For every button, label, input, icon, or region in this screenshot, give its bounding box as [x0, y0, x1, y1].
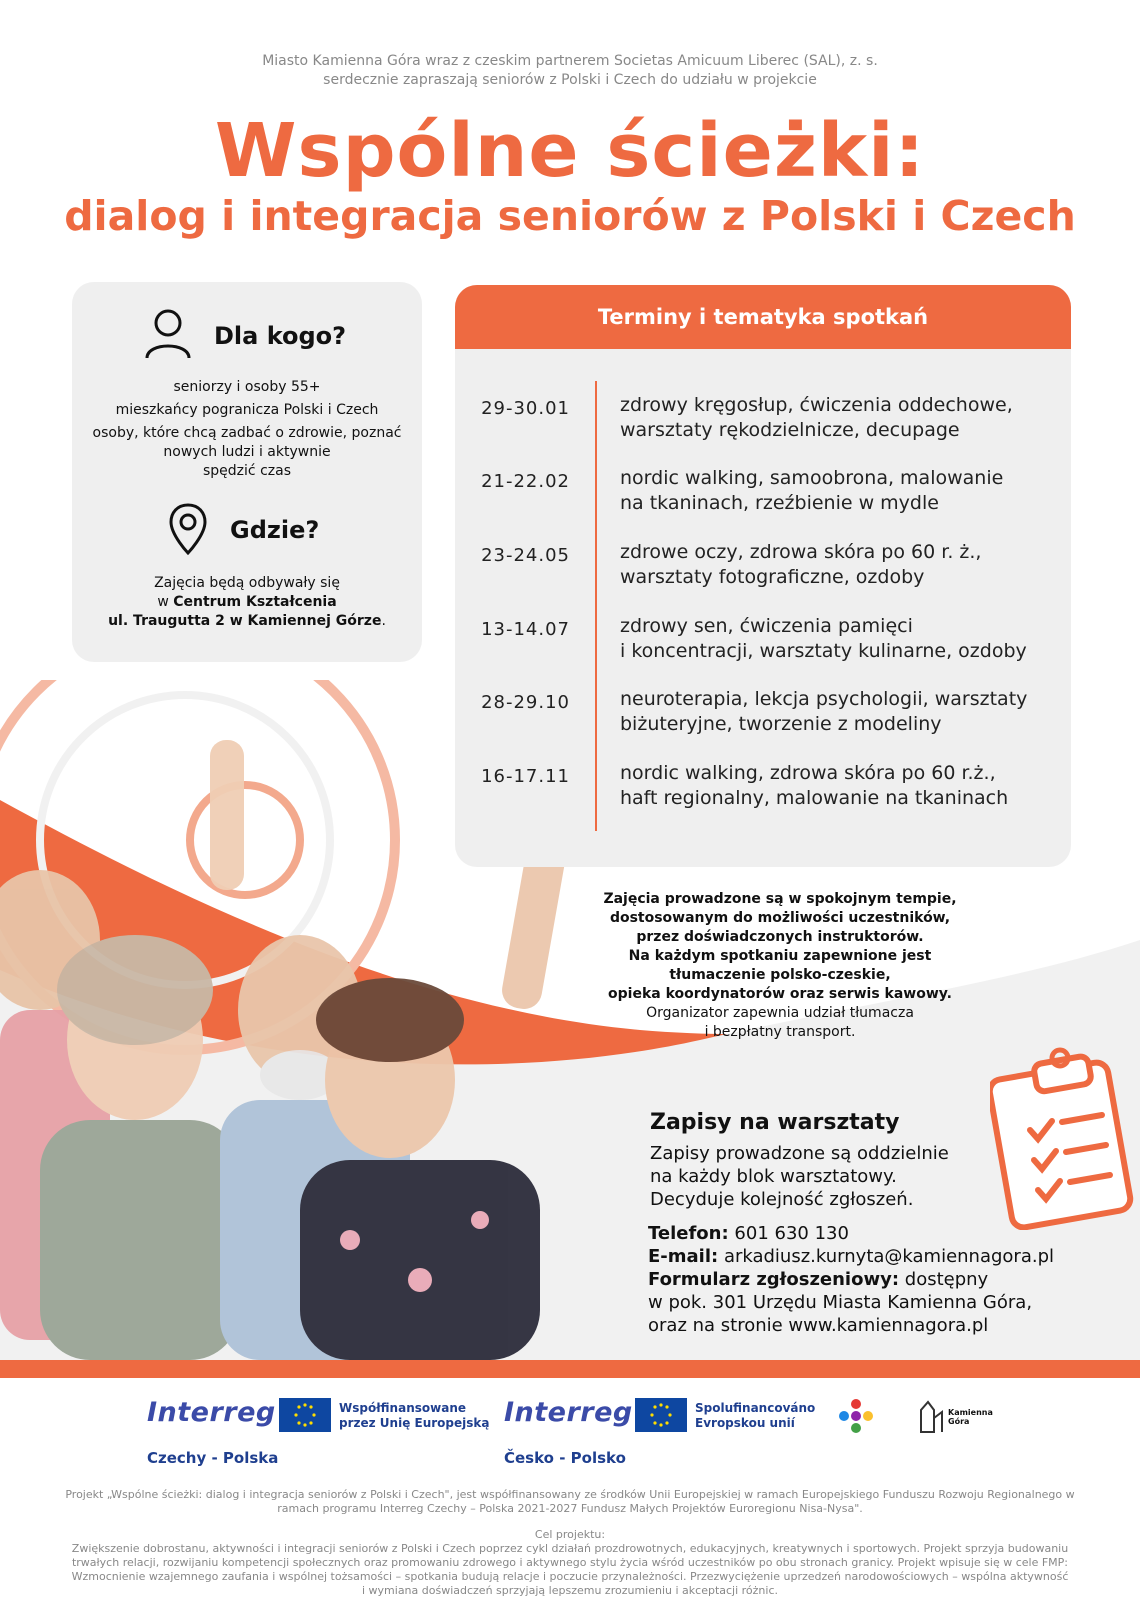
schedule-date: 23-24.05	[481, 545, 570, 566]
schedule-topic	[620, 466, 1060, 516]
interreg-program-cz: Česko - Polsko	[504, 1449, 626, 1467]
eu-text-line: Spolufinancováno	[695, 1401, 816, 1415]
clipboard-checklist-icon	[990, 1040, 1140, 1230]
footer-line: Zwiększenie dobrostanu, aktywności i integracji seniorów z Polski i Czech poprzez cykl działań prozdrowotnych, edukacyjnych, kreatywnych i sportowych. Projekt sprzyja budowaniu	[71, 1542, 1069, 1555]
schedule-date: 29-30.01	[481, 398, 570, 419]
schedule-panel	[455, 285, 1071, 867]
kamienna-gora-name	[948, 1408, 993, 1426]
schedule-topic-line: warsztaty fotograficzne, ozdoby	[620, 566, 925, 588]
phone-label: Telefon:	[648, 1223, 729, 1244]
project-info	[20, 1488, 1120, 1516]
registration-line: Decyduje kolejność zgłoszeń.	[650, 1189, 914, 1210]
registration-line: Zapisy prowadzone są oddzielnie	[650, 1143, 949, 1164]
footer-line: Projekt „Wspólne ścieżki: dialog i integracja seniorów z Polski i Czech", jest współfinansowany ze środków Unii Europejskiej w ramach Europejskiego Funduszu Rozwoju Regionalnego w	[65, 1488, 1075, 1501]
footer-line: i wymiana doświadczeń sprzyjają lepszemu zrozumieniu i akceptacji różnic.	[361, 1584, 779, 1597]
goal-heading: Cel projektu:	[534, 1528, 606, 1541]
note-line: tłumaczenie polsko-czeskie,	[669, 967, 891, 983]
schedule-date: 16-17.11	[481, 766, 570, 787]
who-where-panel	[72, 282, 422, 662]
footer-line: ramach programu Interreg Czechy – Polska 2021-2027 Fundusz Małych Projektów Euroregionu Nisa-Nysa".	[277, 1502, 863, 1515]
schedule-topic-line: biżuteryjne, tworzenie z modeliny	[620, 713, 942, 735]
form-website[interactable]: oraz na stronie www.kamiennagora.pl	[648, 1315, 989, 1336]
location-pin-icon	[168, 502, 208, 556]
schedule-topic-line: zdrowy kręgosłup, ćwiczenia oddechowe,	[620, 394, 1013, 416]
page-subtitle: dialog i integracja seniorów z Polski i Czech	[64, 192, 1076, 240]
schedule-topic	[620, 687, 1060, 737]
note-line: i bezpłatny transport.	[704, 1024, 856, 1040]
page-title: Wspólne ścieżki:	[214, 108, 926, 194]
schedule-heading: Terminy i tematyka spotkań	[455, 285, 1071, 349]
note-line: opieka koordynatorów oraz serwis kawowy.	[608, 986, 952, 1002]
project-goal	[20, 1528, 1120, 1598]
form-availability: dostępny	[899, 1269, 989, 1290]
schedule-topic	[620, 540, 1060, 590]
where-line-1: Zajęcia będą odbywały się	[154, 575, 340, 591]
note-line: Na każdym spotkaniu zapewnione jest	[628, 948, 932, 964]
intro-line-2: serdecznie zapraszają seniorów z Polski i Czech do udziału w projekcie	[323, 72, 817, 88]
eu-flag-icon	[635, 1398, 687, 1432]
schedule-topic	[620, 614, 1060, 664]
schedule-date: 21-22.02	[481, 471, 570, 492]
where-text	[72, 574, 422, 631]
email-label: E-mail:	[648, 1246, 719, 1267]
eu-text-line: przez Unię Europejską	[339, 1416, 490, 1430]
registration-text	[650, 1142, 949, 1211]
schedule-topic-line: nordic walking, zdrowa skóra po 60 r.ż.,	[620, 762, 996, 784]
schedule-topic-line: zdrowy sen, ćwiczenia pamięci	[620, 615, 913, 637]
note-line: dostosowanym do możliwości uczestników,	[609, 910, 951, 926]
who-text	[72, 378, 422, 481]
who-line-3: osoby, które chcą zadbać o zdrowie, poznać	[92, 425, 402, 441]
who-heading: Dla kogo?	[214, 322, 347, 350]
schedule-divider	[595, 381, 597, 831]
schedule-topic	[620, 393, 1060, 443]
registration-heading: Zapisy na warsztaty	[650, 1110, 900, 1135]
decor-ring-inner	[190, 785, 300, 895]
where-line-3-suffix: .	[381, 613, 386, 629]
phone-row	[648, 1222, 1054, 1245]
interreg-logo-cz: Interreg	[504, 1397, 633, 1428]
interreg-program-pl: Czechy - Polska	[147, 1449, 279, 1467]
note-line: Zajęcia prowadzone są w spokojnym tempie,	[603, 891, 957, 907]
workshop-note	[590, 890, 970, 1042]
kamienna-gora-logo-icon	[916, 1398, 946, 1434]
sal-logo-icon	[838, 1398, 874, 1434]
schedule-topic-line: i koncentracji, warsztaty kulinarne, ozdoby	[620, 640, 1027, 662]
who-line-5: spędzić czas	[203, 463, 291, 479]
who-line-2: mieszkańcy pogranicza Polski i Czech	[115, 402, 379, 418]
note-line: przez doświadczonych instruktorów.	[636, 929, 924, 945]
person-icon	[144, 308, 192, 360]
schedule-date: 28-29.10	[481, 692, 570, 713]
kg-line: Kamienna	[948, 1408, 993, 1417]
eu-flag-icon	[279, 1398, 331, 1432]
schedule-topic	[620, 761, 1060, 811]
phone-number[interactable]: 601 630 130	[728, 1223, 849, 1244]
schedule-date: 13-14.07	[481, 619, 570, 640]
where-heading: Gdzie?	[230, 516, 320, 544]
schedule-topic-line: zdrowe oczy, zdrowa skóra po 60 r. ż.,	[620, 541, 982, 563]
contact-info	[648, 1222, 1054, 1337]
schedule-topic-line: neuroterapia, lekcja psychologii, warsztaty	[620, 688, 1028, 710]
who-line-4: nowych ludzi i aktywnie	[163, 444, 331, 460]
eu-cofinance-cz	[695, 1401, 815, 1431]
where-address: ul. Traugutta 2 w Kamiennej Górze	[108, 613, 382, 629]
schedule-topic-line: haft regionalny, malowanie na tkaninach	[620, 787, 1009, 809]
where-line-2	[72, 593, 422, 612]
eu-text-line: Evropskou unií	[695, 1416, 795, 1430]
who-line-1: seniorzy i osoby 55+	[173, 379, 321, 395]
schedule-topic-line: nordic walking, samoobrona, malowanie	[620, 467, 1004, 489]
email-row	[648, 1245, 1054, 1268]
footer-line: trwałych relacji, rozwijaniu kompetencji społecznych oraz promowaniu zdrowego i aktywnego stylu życia wśród uczestników po obu stronach granicy. Projekt wpisuje się w cele FMP:	[71, 1556, 1069, 1569]
where-line-3	[72, 612, 422, 631]
where-place: Centrum Kształcenia	[173, 594, 337, 610]
footer-line: Wzmocnienie wzajemnego zaufania i wspólnej tożsamości – spotkania budują relacje i poczucie przynależności. Przezwyciężenie uprzedzeń narodowościowych – wspólna aktywność	[71, 1570, 1069, 1583]
intro-text	[0, 52, 1140, 90]
orange-divider-bar	[0, 1360, 1140, 1378]
where-line-2-prefix: w	[157, 594, 174, 610]
form-location: w pok. 301 Urzędu Miasta Kamienna Góra,	[648, 1292, 1033, 1313]
email-address[interactable]: arkadiusz.kurnyta@kamiennagora.pl	[718, 1246, 1055, 1267]
form-label: Formularz zgłoszeniowy:	[648, 1269, 900, 1290]
kg-line: Góra	[948, 1417, 970, 1426]
eu-cofinance-pl	[339, 1401, 489, 1431]
form-row	[648, 1268, 1054, 1291]
registration-line: na każdy blok warsztatowy.	[650, 1166, 897, 1187]
eu-text-line: Współfinansowane	[339, 1401, 466, 1415]
intro-line-1: Miasto Kamienna Góra wraz z czeskim partnerem Societas Amicuum Liberec (SAL), z. s.	[262, 53, 878, 69]
schedule-topic-line: warsztaty rękodzielnicze, decupage	[620, 419, 960, 441]
schedule-topic-line: na tkaninach, rzeźbienie w mydle	[620, 492, 939, 514]
interreg-logo-pl: Interreg	[147, 1397, 276, 1428]
note-line: Organizator zapewnia udział tłumacza	[646, 1005, 914, 1021]
